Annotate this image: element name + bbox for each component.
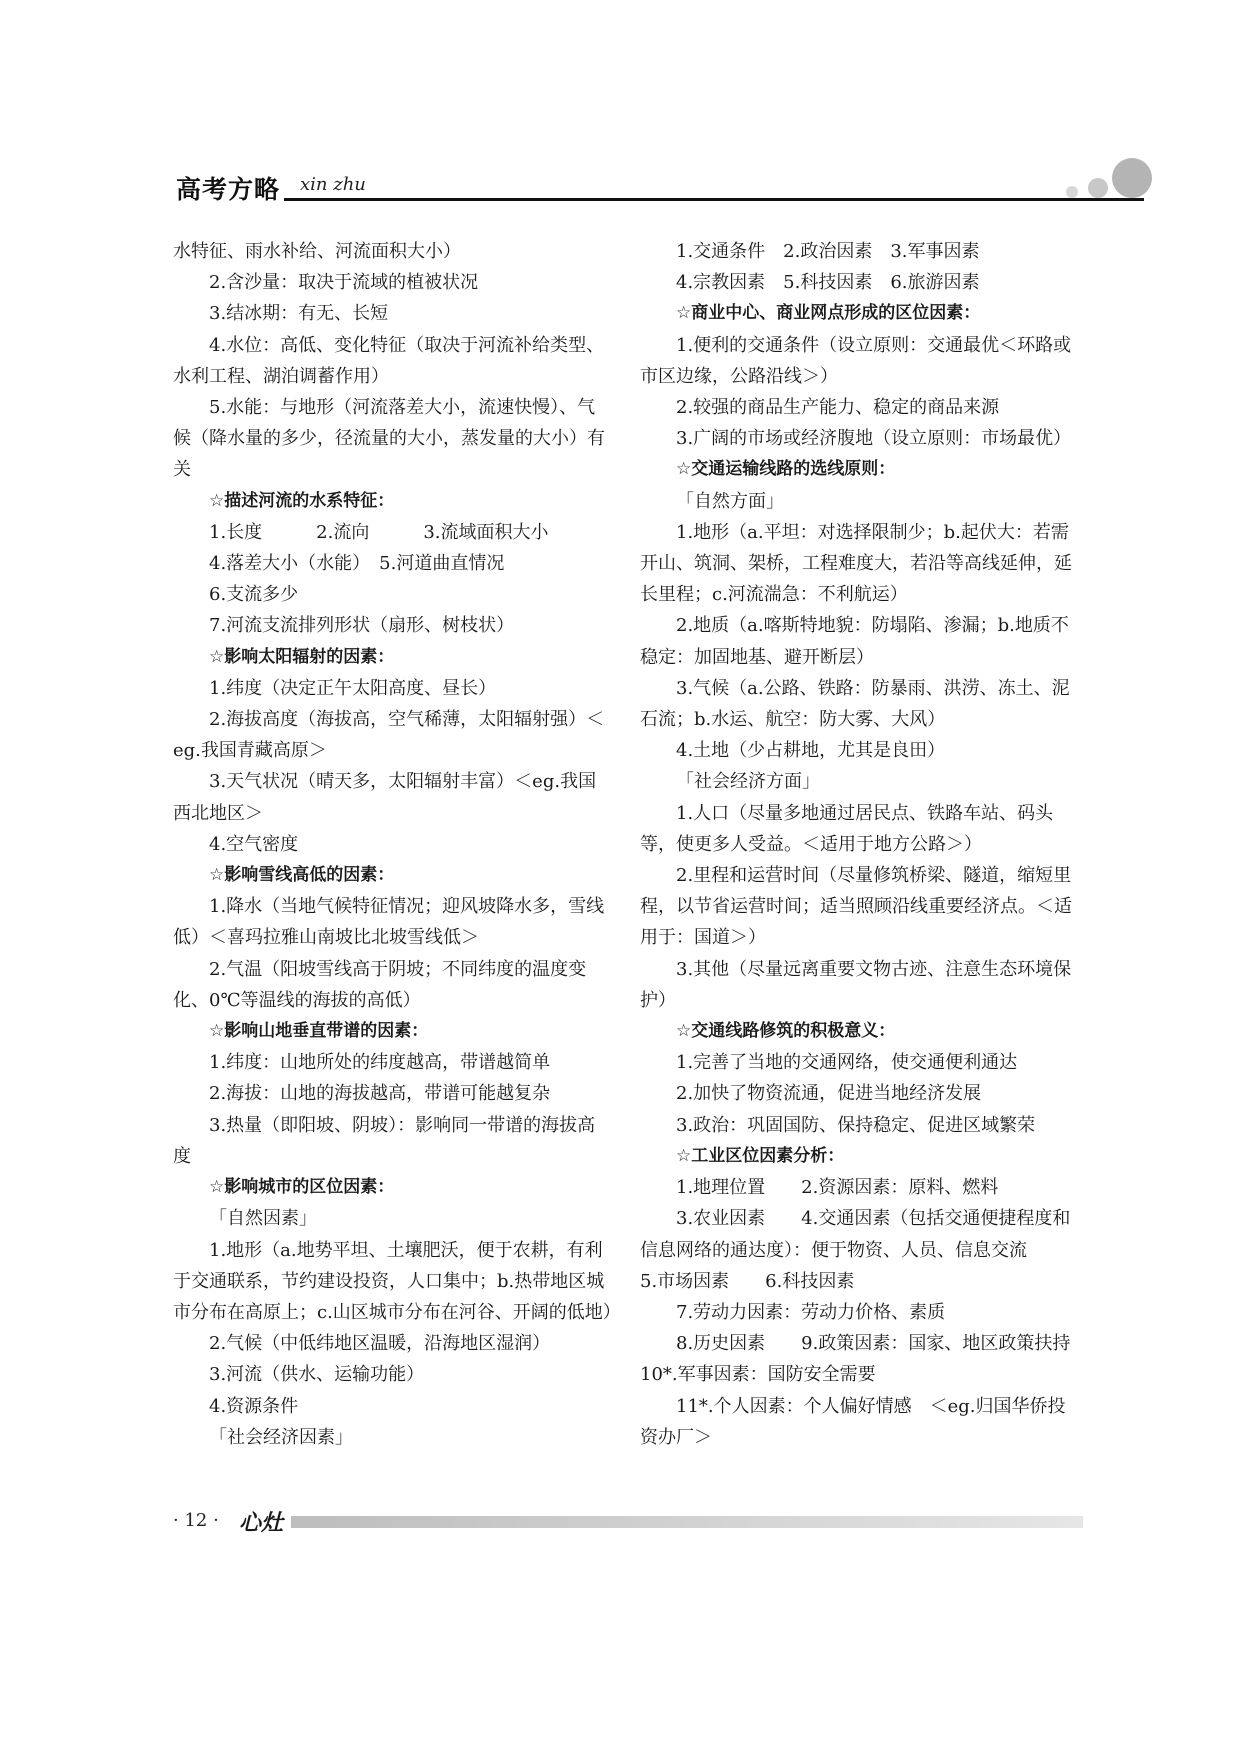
paragraph: 2.里程和运营时间（尽量修筑桥梁、隧道，缩短里程，以节省运营时间；适当照顾沿线重要经济点。＜适用于：国道＞） — [640, 865, 1072, 949]
header-subtitle: xin zhu — [300, 174, 366, 195]
section-heading: ☆影响雪线高低的因素： — [209, 865, 395, 886]
paragraph: 2.地质（a.喀斯特地貌：防塌陷、渗漏；b.地质不稳定：加固地基、避开断层） — [640, 615, 1069, 668]
paragraph: 4.空气密度 — [209, 833, 299, 855]
page-footer — [173, 1508, 1073, 1538]
paragraph: 3.农业因素 4.交通因素（包括交通便捷程度和信息网络的通达度）：便于物资、人员、信息交流 5.市场因素 6.科技因素 — [640, 1208, 1071, 1292]
paragraph: 4.落差大小（水能） 5.河道曲直情况 — [209, 553, 505, 575]
paragraph: 11*.个人因素：个人偏好情感 ＜eg.归国华侨投资办厂＞ — [640, 1395, 1066, 1448]
paragraph: 1.地形（a.地势平坦、土壤肥沃，便于农耕，有利于交通联系，节约建设投资，人口集中；b.热带地区城市分布在高原上；c.山区城市分布在河谷、开阔的低地） — [173, 1239, 621, 1323]
paragraph: 「社会经济方面」 — [676, 771, 820, 793]
left-column — [173, 236, 621, 1453]
page-header — [176, 156, 1076, 206]
paragraph: 3.政治：巩固国防、保持稳定、促进区域繁荣 — [676, 1114, 1036, 1136]
paragraph: 2.气温（阳坡雪线高于阴坡；不同纬度的温度变化、0℃等温线的海拔的高低） — [173, 958, 587, 1011]
section-heading: ☆影响太阳辐射的因素： — [209, 646, 395, 667]
footer-band — [291, 1516, 1083, 1528]
section-heading: ☆影响城市的区位因素： — [209, 1177, 395, 1198]
paragraph: 「社会经济因素」 — [209, 1426, 353, 1448]
paragraph: 2.海拔高度（海拔高，空气稀薄，太阳辐射强）＜eg.我国青藏高原＞ — [173, 709, 605, 762]
paragraph: 1.长度 2.流向 3.流域面积大小 — [209, 521, 549, 543]
decor-circle-small — [1066, 186, 1078, 198]
paragraph: 2.海拔：山地的海拔越高，带谱可能越复杂 — [209, 1083, 551, 1105]
paragraph: 3.天气状况（晴天多，太阳辐射丰富）＜eg.我国西北地区＞ — [173, 771, 597, 824]
page-number: · 12 · — [173, 1510, 219, 1531]
paragraph: 1.纬度：山地所处的纬度越高，带谱越简单 — [209, 1052, 551, 1074]
paragraph: 2.加快了物资流通，促进当地经济发展 — [676, 1083, 982, 1105]
paragraph: 「自然方面」 — [676, 490, 784, 512]
paragraph: 7.河流支流排列形状（扇形、树枝状） — [209, 615, 515, 637]
section-heading: ☆交通线路修筑的积极意义： — [676, 1021, 896, 1042]
paragraph: 1.便利的交通条件（设立原则：交通最优＜环路或市区边缘，公路沿线＞） — [640, 334, 1072, 387]
paragraph: 1.交通条件 2.政治因素 3.军事因素 — [676, 241, 980, 262]
paragraph: 7.劳动力因素：劳动力价格、素质 — [676, 1301, 946, 1323]
paragraph: 2.较强的商品生产能力、稳定的商品来源 — [676, 397, 1000, 419]
paragraph: 5.水能：与地形（河流落差大小，流速快慢）、气候（降水量的多少，径流量的大小，蒸发量的大小）有关 — [173, 397, 605, 481]
header-brand: 高考方略 — [176, 175, 281, 204]
paragraph: 1.地形（a.平坦：对选择限制少；b.起伏大：若需开山、筑洞、架桥，工程难度大，若沿等高线延伸，延长里程；c.河流湍急：不利航运） — [640, 521, 1072, 606]
paragraph: 8.历史因素 9.政策因素：国家、地区政策扶持 10*.军事因素：国防安全需要 — [640, 1333, 1089, 1386]
paragraph-continued: 水特征、雨水补给、河流面积大小） — [173, 241, 461, 262]
paragraph: 4.水位：高低、变化特征（取决于河流补给类型、水利工程、湖泊调蓄作用） — [173, 334, 605, 387]
paragraph: 2.气候（中低纬地区温暖，沿海地区湿润） — [209, 1333, 551, 1355]
paragraph: 3.其他（尽量远离重要文物古迹、注意生态环境保护） — [640, 958, 1072, 1011]
paragraph: 3.广阔的市场或经济腹地（设立原则：市场最优） — [676, 428, 1072, 450]
section-heading: ☆交通运输线路的选线原则： — [676, 459, 896, 480]
decor-circle-large — [1112, 158, 1152, 198]
section-heading: ☆工业区位因素分析： — [676, 1145, 845, 1166]
paragraph: 3.气候（a.公路、铁路：防暴雨、洪涝、冻土、泥石流；b.水运、航空：防大雾、大风） — [640, 677, 1070, 731]
paragraph: 2.含沙量：取决于流域的植被状况 — [209, 272, 479, 294]
paragraph: 4.资源条件 — [209, 1395, 299, 1417]
paragraph: 4.宗教因素 5.科技因素 6.旅游因素 — [676, 272, 980, 294]
right-column — [640, 236, 1089, 1453]
paragraph: 1.地理位置 2.资源因素：原料、燃料 — [676, 1177, 999, 1199]
decor-circle-medium — [1088, 178, 1108, 198]
paragraph: 1.人口（尽量多地通过居民点、铁路车站、码头等，使更多人受益。＜适用于地方公路＞） — [640, 802, 1054, 855]
paragraph: 6.支流多少 — [209, 584, 299, 606]
header-rule — [284, 198, 1144, 201]
section-heading: ☆描述河流的水系特征： — [209, 490, 395, 511]
paragraph: 3.河流（供水、运输功能） — [209, 1364, 425, 1386]
paragraph: 3.结冰期：有无、长短 — [209, 303, 389, 325]
paragraph: 1.完善了当地的交通网络，使交通便利通达 — [676, 1052, 1018, 1074]
section-heading: ☆商业中心、商业网点形成的区位因素： — [676, 303, 981, 324]
paragraph: 3.热量（即阳坡、阴坡）：影响同一带谱的海拔高度 — [173, 1114, 596, 1167]
paragraph: 1.降水（当地气候特征情况；迎风坡降水多，雪线低）＜喜玛拉雅山南坡比北坡雪线低＞ — [173, 896, 605, 949]
section-heading: ☆影响山地垂直带谱的因素： — [209, 1021, 429, 1042]
magazine-name: 心灶 — [239, 1510, 284, 1536]
paragraph: 4.土地（少占耕地，尤其是良田） — [676, 740, 946, 762]
paragraph: 「自然因素」 — [209, 1208, 317, 1230]
paragraph: 1.纬度（决定正午太阳高度、昼长） — [209, 677, 497, 699]
